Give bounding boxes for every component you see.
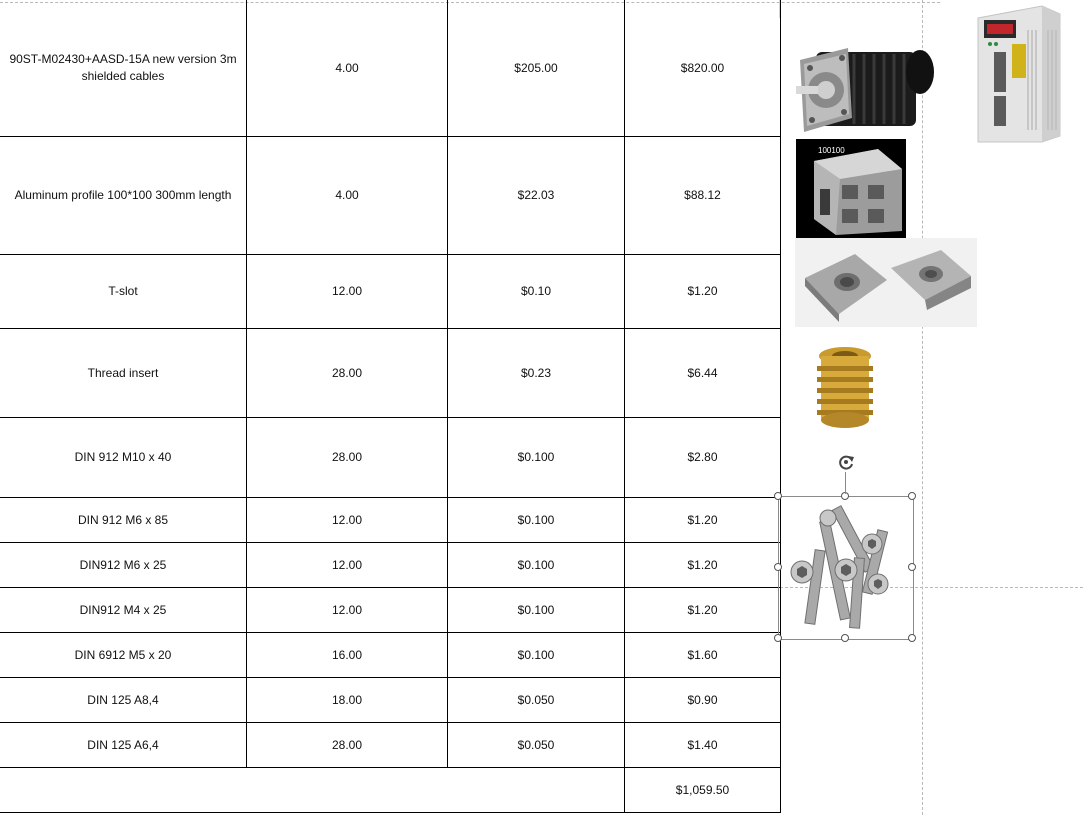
total-row-blank-cell[interactable]	[0, 768, 625, 813]
cell-description[interactable]: T-slot	[0, 255, 247, 329]
resize-handle-bottom-right[interactable]	[908, 634, 916, 642]
cell-qty[interactable]: 28.00	[247, 418, 448, 498]
cell-total[interactable]: $1.20	[625, 498, 781, 543]
table-row	[0, 543, 781, 588]
thread-insert-image[interactable]	[812, 344, 878, 432]
cell-description[interactable]: DIN 125 A6,4	[0, 723, 247, 768]
table-row	[0, 678, 781, 723]
cell-qty[interactable]: 4.00	[247, 137, 448, 255]
cell-qty[interactable]: 28.00	[247, 329, 448, 418]
cell-unit-price[interactable]: $0.100	[448, 498, 625, 543]
cell-qty[interactable]: 18.00	[247, 678, 448, 723]
resize-handle-bottom-left[interactable]	[774, 634, 782, 642]
resize-handle-bottom-center[interactable]	[841, 634, 849, 642]
table-row	[0, 418, 781, 498]
rotate-handle-stem	[845, 472, 846, 494]
servo-motor-image[interactable]	[796, 38, 936, 136]
resize-handle-middle-left[interactable]	[774, 563, 782, 571]
t-slot-nut-image[interactable]	[795, 238, 977, 327]
cell-unit-price[interactable]: $0.100	[448, 633, 625, 678]
cell-qty[interactable]: 12.00	[247, 255, 448, 329]
table-row	[0, 633, 781, 678]
cell-description[interactable]: Thread insert	[0, 329, 247, 418]
cell-total[interactable]: $6.44	[625, 329, 781, 418]
grand-total-cell[interactable]: $1,059.50	[625, 768, 781, 813]
cell-total[interactable]: $1.20	[625, 588, 781, 633]
cell-unit-price[interactable]: $0.050	[448, 723, 625, 768]
cell-qty[interactable]: 12.00	[247, 588, 448, 633]
table-row	[0, 498, 781, 543]
table-row	[0, 255, 781, 329]
cell-unit-price[interactable]: $0.050	[448, 678, 625, 723]
cell-unit-price[interactable]: $0.10	[448, 255, 625, 329]
cell-unit-price[interactable]: $0.100	[448, 588, 625, 633]
resize-handle-top-left[interactable]	[774, 492, 782, 500]
aluminum-profile-image[interactable]	[796, 139, 906, 238]
cell-total[interactable]: $0.90	[625, 678, 781, 723]
cell-qty[interactable]: 12.00	[247, 543, 448, 588]
cell-description[interactable]: DIN 912 M10 x 40	[0, 418, 247, 498]
cell-description[interactable]: DIN912 M6 x 25	[0, 543, 247, 588]
resize-handle-top-right[interactable]	[908, 492, 916, 500]
cell-description[interactable]: DIN912 M4 x 25	[0, 588, 247, 633]
profile-label: 100100	[818, 146, 845, 155]
cell-total[interactable]: $1.40	[625, 723, 781, 768]
image-selection-frame	[778, 496, 914, 640]
cell-total[interactable]: $1.60	[625, 633, 781, 678]
table-row	[0, 723, 781, 768]
resize-handle-middle-right[interactable]	[908, 563, 916, 571]
cell-unit-price[interactable]: $205.00	[448, 0, 625, 137]
cell-description[interactable]: 90ST-M02430+AASD-15A new version 3m shielded cables	[0, 0, 247, 137]
cell-total[interactable]: $2.80	[625, 418, 781, 498]
cell-total[interactable]: $820.00	[625, 0, 781, 137]
table-row	[0, 588, 781, 633]
cell-unit-price[interactable]: $22.03	[448, 137, 625, 255]
cell-unit-price[interactable]: $0.100	[448, 543, 625, 588]
cell-description[interactable]: Aluminum profile 100*100 300mm length	[0, 137, 247, 255]
cell-qty[interactable]: 4.00	[247, 0, 448, 137]
cell-description[interactable]: DIN 6912 M5 x 20	[0, 633, 247, 678]
cell-qty[interactable]: 28.00	[247, 723, 448, 768]
cell-qty[interactable]: 12.00	[247, 498, 448, 543]
cell-total[interactable]: $1.20	[625, 543, 781, 588]
table-row	[0, 0, 781, 137]
cell-total[interactable]: $1.20	[625, 255, 781, 329]
servo-driver-image[interactable]	[972, 0, 1064, 143]
cell-total[interactable]: $88.12	[625, 137, 781, 255]
total-row	[0, 768, 781, 813]
cell-unit-price[interactable]: $0.23	[448, 329, 625, 418]
cell-qty[interactable]: 16.00	[247, 633, 448, 678]
cell-description[interactable]: DIN 912 M6 x 85	[0, 498, 247, 543]
cell-description[interactable]: DIN 125 A8,4	[0, 678, 247, 723]
table-row	[0, 329, 781, 418]
cell-unit-price[interactable]: $0.100	[448, 418, 625, 498]
table-row	[0, 137, 781, 255]
rotate-icon[interactable]	[836, 452, 856, 472]
